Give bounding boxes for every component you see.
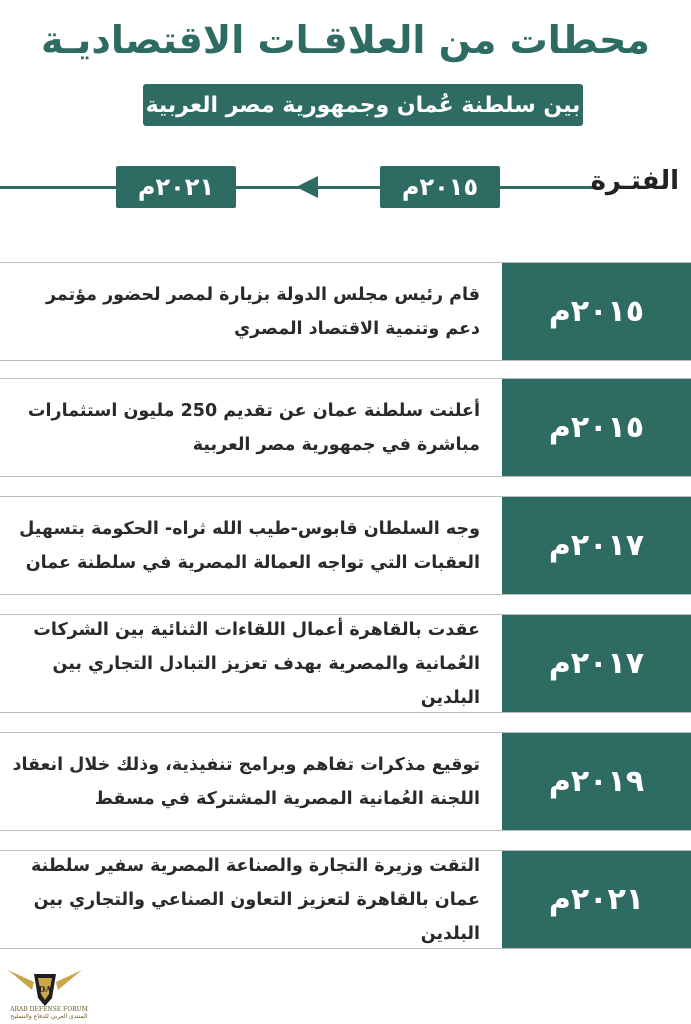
arrow-left-icon	[296, 176, 318, 198]
page-title: محطات من العلاقـات الاقتصاديـة	[41, 18, 650, 62]
milestone-row	[0, 496, 691, 595]
milestone-text: قام رئيس مجلس الدولة بزيارة لمصر لحضور مؤتمر دعم وتنمية الاقتصاد المصري	[45, 284, 480, 339]
milestone-year: ٢٠٢١م	[502, 851, 691, 948]
svg-text:DA: DA	[38, 984, 52, 994]
milestone-year: ٢٠١٩م	[502, 733, 691, 830]
milestone-text: وجه السلطان قابوس-طيب الله ثراه- الحكومة بتسهيل العقبات التي تواجه العمالة المصرية في سلطنة عمان	[19, 518, 480, 573]
milestone-row	[0, 614, 691, 713]
period-label: الفتـرة	[590, 166, 679, 196]
subtitle-banner	[143, 84, 583, 126]
milestone-text: عقدت بالقاهرة أعمال اللقاءات الثنائية بين الشركات العُمانية والمصرية بهدف تعزيز التبادل التجاري بين البلدين	[33, 619, 480, 708]
logo-caption-ar: المنتدى العربي للدفاع والتسليح	[10, 1013, 88, 1020]
timeline-start-pill	[380, 166, 500, 208]
logo-caption	[4, 1006, 94, 1020]
timeline-end-year: ٢٠٢١م	[137, 173, 215, 201]
milestone-row	[0, 850, 691, 949]
milestone-row	[0, 378, 691, 477]
logo-caption-en: ARAB DEFENSE FORUM	[10, 1006, 88, 1013]
milestone-row	[0, 732, 691, 831]
milestone-text: أعلنت سلطنة عمان عن تقديم 250 مليون استثمارات مباشرة في جمهورية مصر العربية	[27, 400, 480, 455]
milestone-row	[0, 262, 691, 361]
subtitle-text: بين سلطنة عُمان وجمهورية مصر العربية	[145, 92, 581, 118]
timeline-end-pill	[116, 166, 236, 208]
timeline-start-year: ٢٠١٥م	[401, 173, 479, 201]
milestone-year: ٢٠١٥م	[502, 379, 691, 476]
milestone-text: توقيع مذكرات تفاهم وبرامج تنفيذية، وذلك خلال انعقاد اللجنة العُمانية المصرية المشتركة في مسقط	[12, 754, 480, 809]
milestone-text: التقت وزيرة التجارة والصناعة المصرية سفير سلطنة عمان بالقاهرة لتعزيز التعاون الصناعي والتجاري بين البلدين	[30, 855, 480, 944]
milestone-year: ٢٠١٧م	[502, 615, 691, 712]
milestone-year: ٢٠١٥م	[502, 263, 691, 360]
milestone-year: ٢٠١٧م	[502, 497, 691, 594]
